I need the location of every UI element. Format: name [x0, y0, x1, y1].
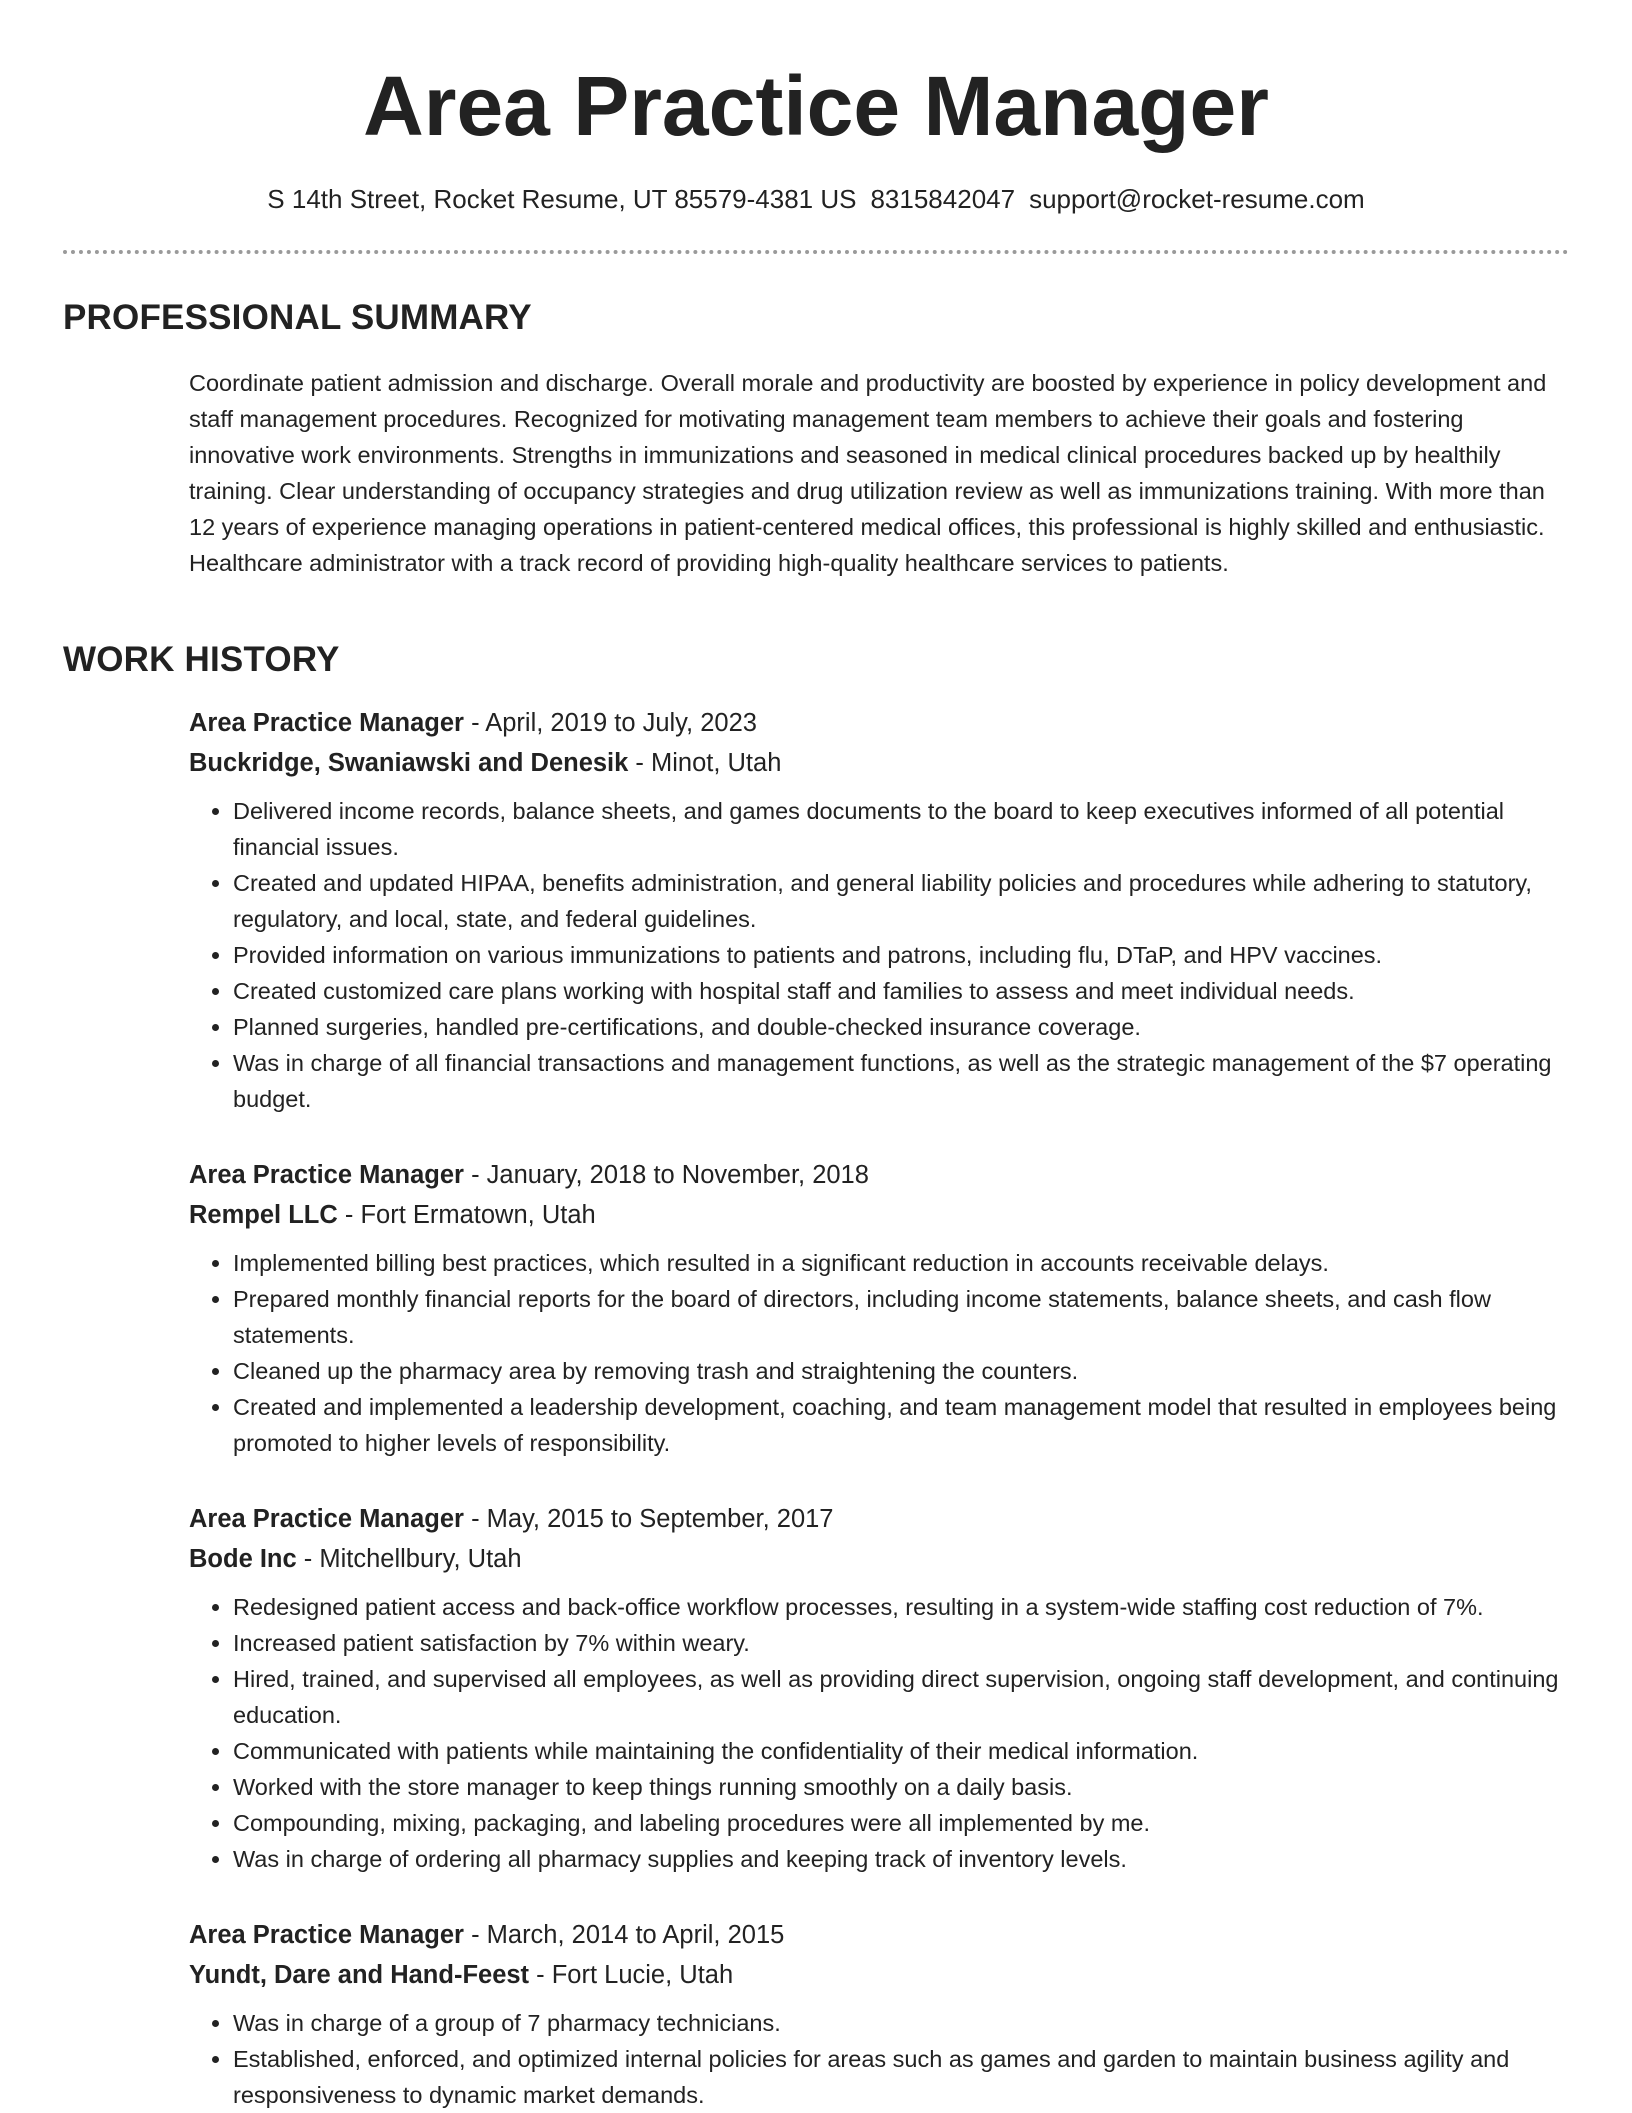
job-bullet: • Provided information on various immunizations to patients and patrons, including flu, DTaP, and HPV vaccines.: [233, 937, 1569, 973]
job-location: - Fort Ermatown, Utah: [337, 1201, 596, 1229]
job-bullet: • Created and implemented a leadership development, coaching, and team management model that resulted in employees being promoted to higher levels of responsibility.: [233, 1389, 1569, 1461]
job-dates: - March, 2014 to April, 2015: [463, 1921, 785, 1949]
job-entry: [189, 1915, 1569, 2113]
job-title: Area Practice Manager: [189, 1161, 464, 1189]
job-company: Rempel LLC: [189, 1201, 338, 1229]
job-dates: - May, 2015 to September, 2017: [463, 1505, 834, 1533]
job-bullet: • Redesigned patient access and back-office workflow processes, resulting in a system-wide staffing cost reduction of 7%.: [233, 1589, 1569, 1625]
job-bullet: • Implemented billing best practices, which resulted in a significant reduction in accounts receivable delays.: [233, 1245, 1569, 1281]
job-location: - Minot, Utah: [628, 749, 782, 777]
job-bullet: • Established, enforced, and optimized internal policies for areas such as games and garden to maintain business agility and responsiveness to dynamic market demands.: [233, 2041, 1569, 2113]
job-title-line: [189, 1915, 1569, 1955]
job-bullet: • Compounding, mixing, packaging, and labeling procedures were all implemented by me.: [233, 1805, 1569, 1841]
job-entry: [189, 1499, 1569, 1877]
job-bullet: • Created customized care plans working with hospital staff and families to assess and meet individual needs.: [233, 973, 1569, 1009]
job-bullet: • Cleaned up the pharmacy area by removing trash and straightening the counters.: [233, 1353, 1569, 1389]
job-title-line: [189, 703, 1569, 743]
contact-line: [0, 181, 1632, 217]
job-bullet: • Was in charge of ordering all pharmacy supplies and keeping track of inventory levels.: [233, 1841, 1569, 1877]
job-entry: [189, 1155, 1569, 1461]
job-bullets: [189, 1589, 1569, 1877]
job-company: Buckridge, Swaniawski and Denesik: [189, 749, 629, 777]
section-heading-work-history: WORK HISTORY: [63, 640, 340, 679]
job-bullet: • Hired, trained, and supervised all employees, as well as providing direct supervision, ongoing staff development, and continuing education.: [233, 1661, 1569, 1733]
header-divider: [63, 250, 1569, 254]
job-bullets: [189, 1245, 1569, 1461]
contact-address: S 14th Street, Rocket Resume, UT 85579-4381 US: [267, 184, 857, 214]
job-dates: - April, 2019 to July, 2023: [463, 709, 757, 737]
job-company-line: [189, 1955, 1569, 1995]
job-bullet: • Was in charge of a group of 7 pharmacy technicians.: [233, 2005, 1569, 2041]
job-title: Area Practice Manager: [189, 709, 464, 737]
job-dates: - January, 2018 to November, 2018: [463, 1161, 869, 1189]
job-bullet: • Increased patient satisfaction by 7% within weary.: [233, 1625, 1569, 1661]
job-bullet: • Communicated with patients while maintaining the confidentiality of their medical information.: [233, 1733, 1569, 1769]
job-company: Yundt, Dare and Hand-Feest: [189, 1961, 530, 1989]
job-location: - Fort Lucie, Utah: [529, 1961, 734, 1989]
job-company-line: [189, 743, 1569, 783]
contact-email: support@rocket-resume.com: [1029, 184, 1365, 214]
job-company-line: [189, 1195, 1569, 1235]
job-title-line: [189, 1499, 1569, 1539]
section-heading-summary: PROFESSIONAL SUMMARY: [63, 298, 532, 337]
job-bullet: • Prepared monthly financial reports for the board of directors, including income statements, balance sheets, and cash flow statements.: [233, 1281, 1569, 1353]
resume-name: Area Practice Manager: [363, 59, 1269, 153]
summary-text: Coordinate patient admission and discharge. Overall morale and productivity are boosted by experience in policy development and staff management procedures. Recognized for motivating management team members to achieve their goals and fostering innovative work environments. Strengths in immunizations and seasoned in medical clinical procedures backed up by healthily training. Clear understanding of occupancy strategies and drug utilization review as well as immunizations training. With more than 12 years of experience managing operations in patient-centered medical offices, this professional is highly skilled and enthusiastic. Healthcare administrator with a track record of providing high-quality healthcare services to patients.: [189, 370, 1547, 576]
job-bullet: • Was in charge of all financial transactions and management functions, as well as the strategic management of the $7 operating budget.: [233, 1045, 1569, 1117]
job-bullets: [189, 2005, 1569, 2113]
job-title: Area Practice Manager: [189, 1505, 464, 1533]
job-entry: [189, 703, 1569, 1117]
job-bullet: • Worked with the store manager to keep things running smoothly on a daily basis.: [233, 1769, 1569, 1805]
job-bullet: • Created and updated HIPAA, benefits administration, and general liability policies and procedures while adhering to statutory, regulatory, and local, state, and federal guidelines.: [233, 865, 1569, 937]
job-bullet: • Delivered income records, balance sheets, and games documents to the board to keep executives informed of all potential financial issues.: [233, 793, 1569, 865]
job-title: Area Practice Manager: [189, 1921, 464, 1949]
job-location: - Mitchellbury, Utah: [296, 1545, 522, 1573]
job-company: Bode Inc: [189, 1545, 297, 1573]
contact-phone: 8315842047: [870, 184, 1016, 214]
job-bullet: • Planned surgeries, handled pre-certifications, and double-checked insurance coverage.: [233, 1009, 1569, 1045]
job-bullets: [189, 793, 1569, 1117]
job-company-line: [189, 1539, 1569, 1579]
job-title-line: [189, 1155, 1569, 1195]
